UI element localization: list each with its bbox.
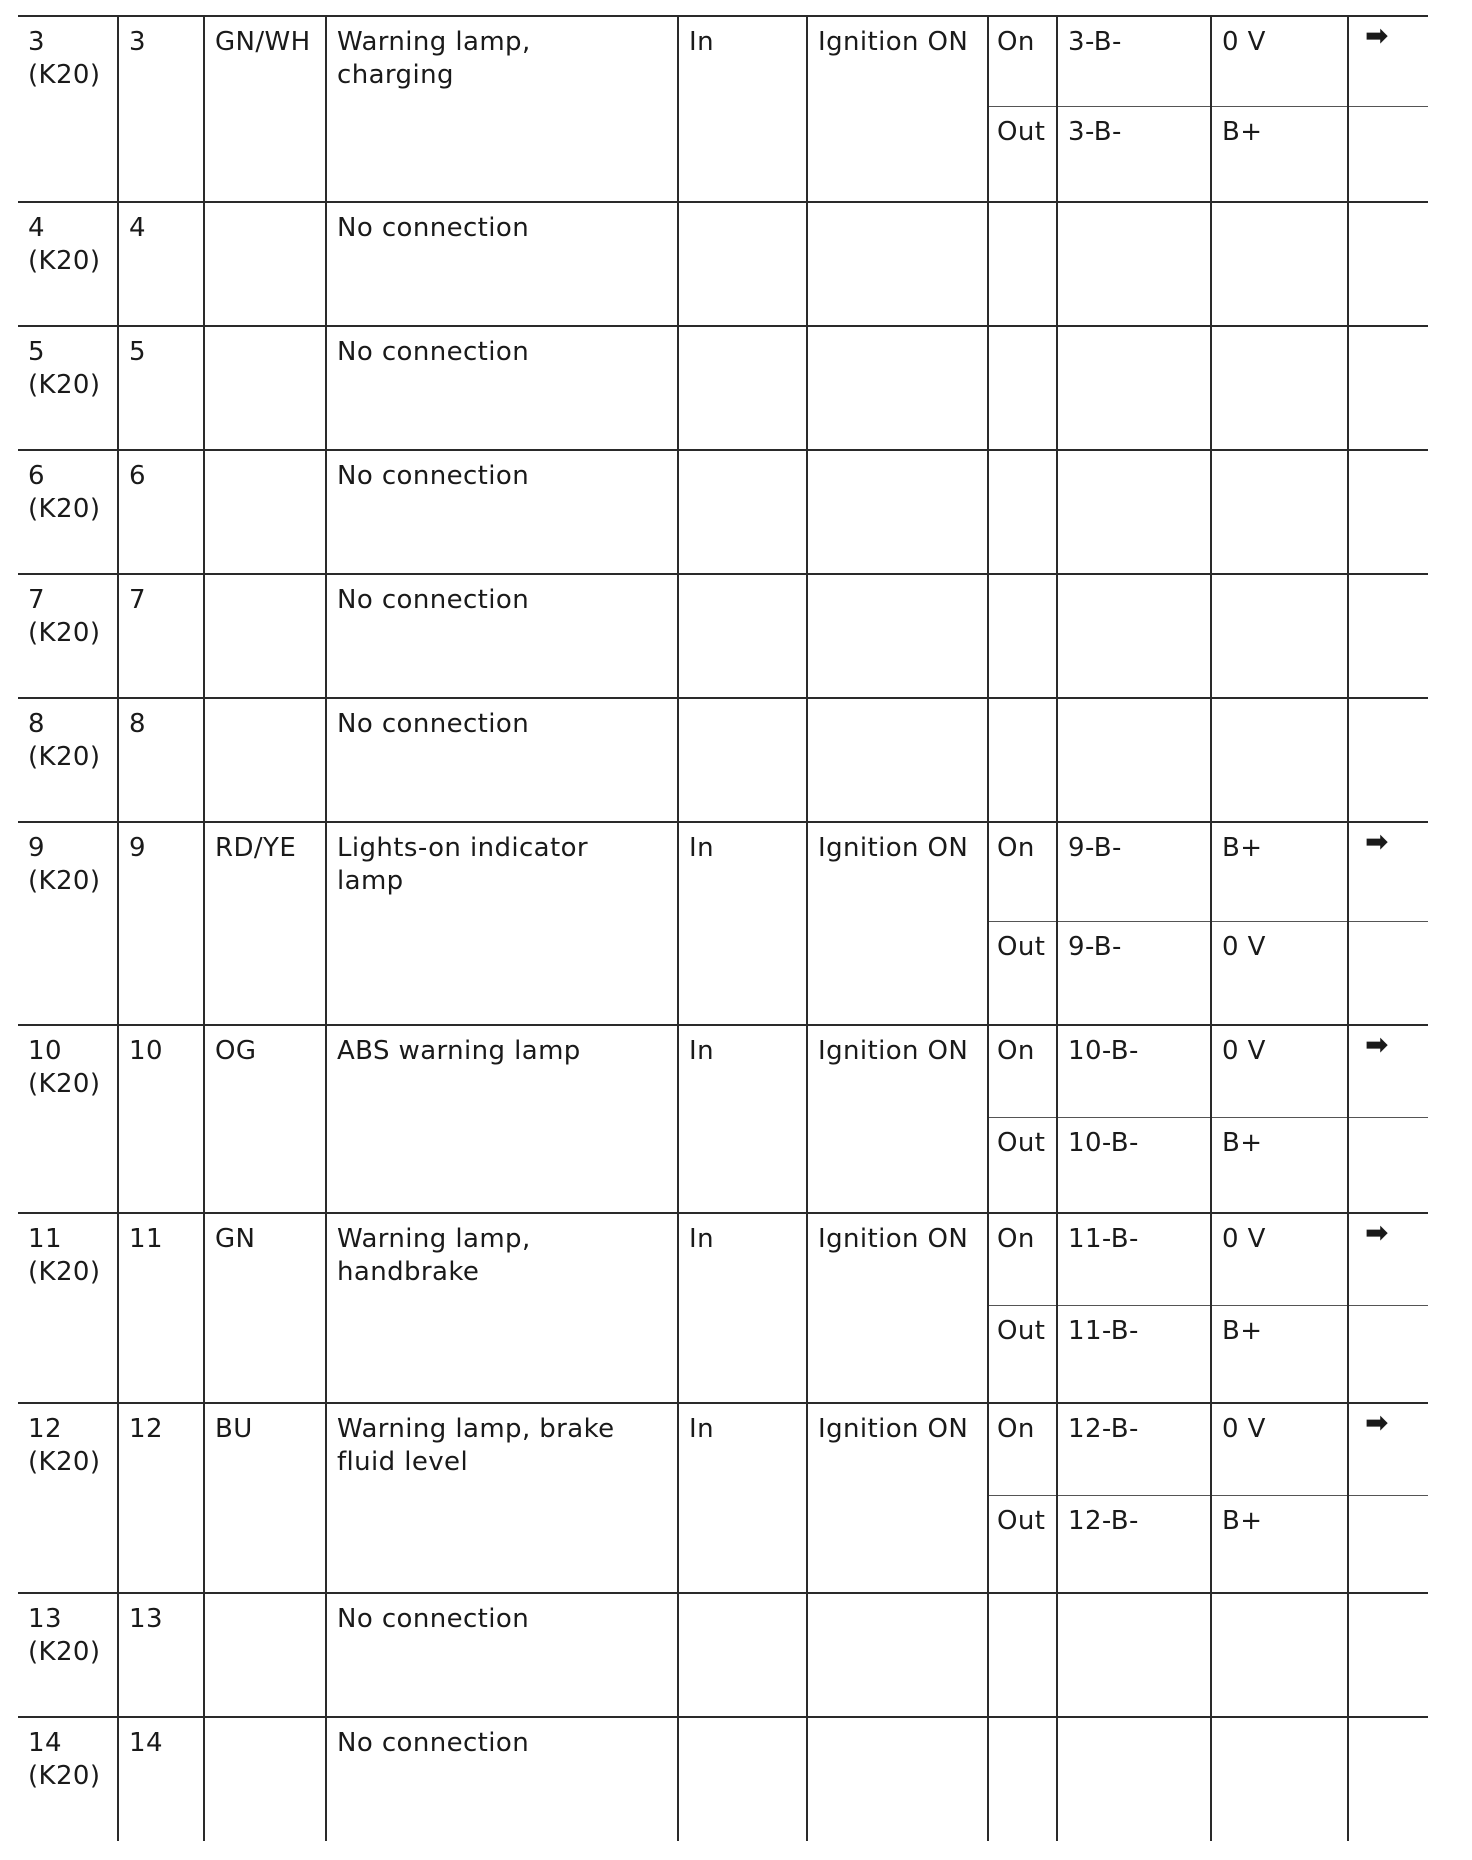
ecu-pin-cell: [18, 1025, 118, 1213]
description-cell-text: Warning lamp, brake fluid level: [337, 1414, 615, 1477]
wire-color-cell: [204, 822, 326, 1025]
lamp-state-cell: [988, 326, 1057, 450]
test-condition-cell-text: [808, 699, 987, 708]
signal-direction-cell: [678, 1025, 807, 1213]
test-point-cell-text: 9-B-: [1068, 931, 1122, 962]
test-point-cell: [1057, 1305, 1211, 1403]
test-point-cell: [1057, 202, 1211, 326]
right-arrow-icon: ➡: [1365, 1028, 1389, 1061]
signal-direction-cell: [678, 698, 807, 822]
expected-value-cell-text: 0 V: [1222, 1414, 1266, 1444]
description-cell: [326, 1403, 678, 1593]
signal-direction-cell: [678, 574, 807, 698]
connector-pin-cell: [118, 698, 204, 822]
test-point-cell: [1057, 1717, 1211, 1841]
right-arrow-icon: ➡: [1365, 1216, 1389, 1249]
connector-pin-cell: [118, 1593, 204, 1717]
test-point-cell: [1057, 574, 1211, 698]
lamp-state-cell: [988, 698, 1057, 822]
table-row: [18, 1025, 1428, 1117]
test-point-cell: [1057, 1117, 1211, 1213]
lamp-state-cell: [988, 202, 1057, 326]
test-condition-cell-text: Ignition ON: [818, 1414, 969, 1444]
test-condition-cell: [807, 326, 988, 450]
test-condition-cell-text: [808, 1594, 987, 1603]
signal-direction-cell-text: [679, 1594, 806, 1603]
description-cell: [326, 202, 678, 326]
expected-value-cell: [1211, 326, 1348, 450]
test-condition-cell: [807, 16, 988, 202]
description-cell-text: No connection: [337, 1604, 530, 1634]
description-cell-text: No connection: [337, 213, 530, 243]
test-point-cell: [1057, 921, 1211, 1025]
lamp-state-cell-text: On: [997, 1414, 1035, 1444]
ecu-pin-cell-text: 13 (K20): [28, 1604, 101, 1667]
connector-pin-cell-text: 4: [129, 213, 146, 243]
ecu-pin-cell-text: 6 (K20): [28, 461, 101, 524]
expected-value-cell-text: 0 V: [1222, 931, 1266, 962]
expected-value-cell: [1211, 1403, 1348, 1495]
wire-color-cell-text: [205, 1594, 325, 1603]
signal-direction-cell-text: [679, 1718, 806, 1727]
connector-pin-cell: [118, 1717, 204, 1841]
test-point-cell: [1057, 822, 1211, 921]
connector-pin-cell-text: 13: [129, 1604, 163, 1634]
description-cell: [326, 1593, 678, 1717]
expected-value-cell: [1211, 822, 1348, 921]
connector-pin-cell-text: 8: [129, 709, 146, 739]
arrow-cell: [1348, 1305, 1428, 1403]
right-arrow-icon: ➡: [1365, 825, 1389, 858]
table-row: [18, 822, 1428, 921]
connector-pin-cell: [118, 1403, 204, 1593]
test-point-cell: [1057, 326, 1211, 450]
expected-value-cell: [1211, 106, 1348, 202]
connector-pin-cell-text: 7: [129, 585, 146, 615]
arrow-cell: [1348, 1717, 1428, 1841]
connector-pin-cell-text: 12: [129, 1414, 163, 1444]
ecu-pin-cell-text: 10 (K20): [28, 1036, 101, 1099]
arrow-cell: [1348, 1593, 1428, 1717]
table-row: [18, 1717, 1428, 1841]
lamp-state-cell: [988, 1213, 1057, 1305]
description-cell-text: ABS warning lamp: [337, 1036, 581, 1066]
signal-direction-cell-text: [679, 327, 806, 336]
expected-value-cell-text: B+: [1222, 1315, 1263, 1346]
description-cell-text: No connection: [337, 709, 530, 739]
connector-pin-cell-text: 5: [129, 337, 146, 367]
connector-pin-cell: [118, 450, 204, 574]
wire-color-cell-text: GN: [215, 1224, 256, 1254]
connector-pin-cell: [118, 326, 204, 450]
table-row: [18, 326, 1428, 450]
expected-value-cell: [1211, 1495, 1348, 1593]
right-arrow-icon: ➡: [1365, 1406, 1389, 1439]
right-arrow-icon: ➡: [1365, 19, 1389, 52]
test-point-cell: [1057, 1403, 1211, 1495]
right-arrow-icon: [1349, 922, 1428, 927]
test-point-cell: [1057, 106, 1211, 202]
table-row: [18, 1213, 1428, 1305]
wire-color-cell-text: [205, 1718, 325, 1727]
connector-pin-cell: [118, 1025, 204, 1213]
signal-direction-cell: [678, 326, 807, 450]
table-body: [18, 16, 1428, 1841]
expected-value-cell: [1211, 1117, 1348, 1213]
test-condition-cell: [807, 698, 988, 822]
ecu-pin-cell: [18, 16, 118, 202]
lamp-state-cell: [988, 16, 1057, 106]
wire-color-cell: [204, 1403, 326, 1593]
test-condition-cell-text: Ignition ON: [818, 833, 969, 863]
table-row: [18, 450, 1428, 574]
test-point-cell-text: 10-B-: [1068, 1036, 1139, 1066]
expected-value-cell: [1211, 16, 1348, 106]
expected-value-cell-text: 0 V: [1222, 27, 1266, 57]
test-condition-cell: [807, 1025, 988, 1213]
test-condition-cell: [807, 822, 988, 1025]
test-point-cell-text: 11-B-: [1068, 1315, 1139, 1346]
arrow-cell: [1348, 106, 1428, 202]
lamp-state-cell: [988, 1593, 1057, 1717]
connector-pin-cell: [118, 16, 204, 202]
lamp-state-cell: [988, 1305, 1057, 1403]
lamp-state-cell-text: On: [997, 1036, 1035, 1066]
test-condition-cell: [807, 1403, 988, 1593]
test-condition-cell: [807, 202, 988, 326]
arrow-cell: [1348, 1025, 1428, 1117]
lamp-state-cell: [988, 106, 1057, 202]
wire-color-cell-text: GN/WH: [215, 27, 311, 57]
connector-pin-cell-text: 6: [129, 461, 146, 491]
wire-color-cell: [204, 1213, 326, 1403]
table-row: [18, 1403, 1428, 1495]
wire-color-cell: [204, 202, 326, 326]
ecu-pin-cell-text: 14 (K20): [28, 1728, 101, 1791]
right-arrow-icon: [1349, 1306, 1428, 1311]
expected-value-cell-text: B+: [1222, 1505, 1263, 1536]
ecu-pin-cell: [18, 1593, 118, 1717]
test-point-cell-text: 12-B-: [1068, 1414, 1139, 1444]
description-cell-text: No connection: [337, 585, 530, 615]
test-point-cell-text: 9-B-: [1068, 833, 1122, 863]
right-arrow-icon: [1349, 107, 1428, 112]
ecu-pin-cell-text: 12 (K20): [28, 1414, 101, 1477]
lamp-state-cell-text: Out: [997, 1505, 1046, 1536]
test-condition-cell: [807, 1717, 988, 1841]
description-cell-text: Lights-on indicator lamp: [337, 833, 588, 896]
test-condition-cell: [807, 450, 988, 574]
description-cell-text: No connection: [337, 337, 530, 367]
expected-value-cell-text: 0 V: [1222, 1224, 1266, 1254]
ecu-pin-cell: [18, 326, 118, 450]
wire-color-cell-text: RD/YE: [215, 833, 297, 863]
signal-direction-cell-text: [679, 451, 806, 460]
table-row: [18, 1593, 1428, 1717]
lamp-state-cell-text: Out: [997, 1315, 1046, 1346]
description-cell: [326, 450, 678, 574]
wire-color-cell-text: [205, 699, 325, 708]
wire-color-cell: [204, 1717, 326, 1841]
description-cell: [326, 1717, 678, 1841]
lamp-state-cell: [988, 1495, 1057, 1593]
expected-value-cell: [1211, 574, 1348, 698]
wire-color-cell: [204, 1025, 326, 1213]
connector-pin-cell-text: 11: [129, 1224, 163, 1254]
test-condition-cell-text: Ignition ON: [818, 27, 969, 57]
signal-direction-cell-text: [679, 575, 806, 584]
test-condition-cell-text: [808, 1718, 987, 1727]
wire-color-cell: [204, 1593, 326, 1717]
ecu-pin-cell: [18, 202, 118, 326]
description-cell: [326, 1025, 678, 1213]
ecu-pin-cell: [18, 1213, 118, 1403]
ecu-pin-cell-text: 4 (K20): [28, 213, 101, 276]
signal-direction-cell-text: In: [689, 1224, 714, 1254]
description-cell: [326, 326, 678, 450]
wire-color-cell: [204, 450, 326, 574]
lamp-state-cell: [988, 574, 1057, 698]
ecu-pin-cell: [18, 1403, 118, 1593]
table-row: [18, 698, 1428, 822]
expected-value-cell-text: 0 V: [1222, 1036, 1266, 1066]
ecu-pin-cell: [18, 450, 118, 574]
test-point-cell: [1057, 1593, 1211, 1717]
connector-pin-cell: [118, 574, 204, 698]
ecu-pin-cell: [18, 698, 118, 822]
description-cell: [326, 16, 678, 202]
arrow-cell: [1348, 1213, 1428, 1305]
ecu-pin-cell-text: 11 (K20): [28, 1224, 101, 1287]
signal-direction-cell: [678, 450, 807, 574]
connector-pin-cell: [118, 1213, 204, 1403]
lamp-state-cell-text: Out: [997, 931, 1046, 962]
description-cell-text: No connection: [337, 461, 530, 491]
description-cell-text: Warning lamp, charging: [337, 27, 531, 90]
expected-value-cell: [1211, 1593, 1348, 1717]
expected-value-cell: [1211, 698, 1348, 822]
expected-value-cell: [1211, 1305, 1348, 1403]
test-condition-cell-text: [808, 451, 987, 460]
description-cell-text: No connection: [337, 1728, 530, 1758]
ecu-pin-cell-text: 7 (K20): [28, 585, 101, 648]
ecu-pin-cell: [18, 1717, 118, 1841]
right-arrow-icon: [1349, 1118, 1428, 1123]
test-condition-cell-text: Ignition ON: [818, 1036, 969, 1066]
connector-pin-cell-text: 14: [129, 1728, 163, 1758]
test-condition-cell: [807, 1213, 988, 1403]
table-row: [18, 16, 1428, 106]
signal-direction-cell: [678, 202, 807, 326]
signal-direction-cell: [678, 1593, 807, 1717]
signal-direction-cell-text: In: [689, 1414, 714, 1444]
signal-direction-cell: [678, 16, 807, 202]
wire-color-cell-text: OG: [215, 1036, 257, 1066]
arrow-cell: [1348, 202, 1428, 326]
arrow-cell: [1348, 1403, 1428, 1495]
ecu-pin-cell-text: 8 (K20): [28, 709, 101, 772]
lamp-state-cell: [988, 1117, 1057, 1213]
wire-color-cell-text: BU: [215, 1414, 253, 1444]
signal-direction-cell: [678, 1213, 807, 1403]
connector-pin-cell-text: 9: [129, 833, 146, 863]
test-point-cell-text: 12-B-: [1068, 1505, 1139, 1536]
test-point-cell-text: 10-B-: [1068, 1127, 1139, 1158]
lamp-state-cell-text: On: [997, 1224, 1035, 1254]
lamp-state-cell: [988, 1403, 1057, 1495]
signal-direction-cell-text: In: [689, 833, 714, 863]
ecu-pin-cell-text: 3 (K20): [28, 27, 101, 90]
connector-pin-cell: [118, 822, 204, 1025]
lamp-state-cell: [988, 450, 1057, 574]
expected-value-cell: [1211, 921, 1348, 1025]
connector-pin-cell-text: 3: [129, 27, 146, 57]
connector-pin-cell: [118, 202, 204, 326]
description-cell: [326, 822, 678, 1025]
arrow-cell: [1348, 574, 1428, 698]
wire-color-cell-text: [205, 575, 325, 584]
test-point-cell-text: 3-B-: [1068, 27, 1122, 57]
signal-direction-cell: [678, 1403, 807, 1593]
lamp-state-cell: [988, 1025, 1057, 1117]
signal-direction-cell-text: In: [689, 27, 714, 57]
arrow-cell: [1348, 698, 1428, 822]
signal-direction-cell-text: [679, 699, 806, 708]
expected-value-cell-text: B+: [1222, 1127, 1263, 1158]
test-condition-cell-text: [808, 203, 987, 212]
expected-value-cell-text: B+: [1222, 116, 1263, 147]
arrow-cell: [1348, 1495, 1428, 1593]
test-point-cell: [1057, 450, 1211, 574]
arrow-cell: [1348, 450, 1428, 574]
expected-value-cell: [1211, 1717, 1348, 1841]
arrow-cell: [1348, 1117, 1428, 1213]
right-arrow-icon: [1349, 1496, 1428, 1501]
expected-value-cell: [1211, 202, 1348, 326]
lamp-state-cell-text: Out: [997, 116, 1046, 147]
connector-pin-cell-text: 10: [129, 1036, 163, 1066]
test-point-cell: [1057, 16, 1211, 106]
lamp-state-cell-text: Out: [997, 1127, 1046, 1158]
arrow-cell: [1348, 822, 1428, 921]
test-point-cell: [1057, 698, 1211, 822]
expected-value-cell: [1211, 1025, 1348, 1117]
wire-color-cell-text: [205, 327, 325, 336]
test-point-cell-text: 3-B-: [1068, 116, 1122, 147]
test-condition-cell-text: [808, 327, 987, 336]
expected-value-cell-text: B+: [1222, 833, 1263, 863]
ecu-pin-cell: [18, 822, 118, 1025]
arrow-cell: [1348, 16, 1428, 106]
wire-color-cell-text: [205, 203, 325, 212]
wire-color-cell: [204, 698, 326, 822]
lamp-state-cell: [988, 822, 1057, 921]
arrow-cell: [1348, 921, 1428, 1025]
description-cell-text: Warning lamp, handbrake: [337, 1224, 531, 1287]
test-condition-cell-text: Ignition ON: [818, 1224, 969, 1254]
table-row: [18, 574, 1428, 698]
signal-direction-cell-text: [679, 203, 806, 212]
test-point-cell: [1057, 1495, 1211, 1593]
test-point-cell-text: 11-B-: [1068, 1224, 1139, 1254]
signal-direction-cell: [678, 1717, 807, 1841]
lamp-state-cell: [988, 1717, 1057, 1841]
table-row: [18, 202, 1428, 326]
expected-value-cell: [1211, 450, 1348, 574]
description-cell: [326, 1213, 678, 1403]
signal-direction-cell: [678, 822, 807, 1025]
test-point-cell: [1057, 1213, 1211, 1305]
description-cell: [326, 698, 678, 822]
test-condition-cell-text: [808, 575, 987, 584]
lamp-state-cell-text: On: [997, 27, 1035, 57]
ecu-pin-cell-text: 5 (K20): [28, 337, 101, 400]
arrow-cell: [1348, 326, 1428, 450]
test-condition-cell: [807, 1593, 988, 1717]
description-cell: [326, 574, 678, 698]
pin-assignment-table: [18, 15, 1428, 1841]
expected-value-cell: [1211, 1213, 1348, 1305]
lamp-state-cell: [988, 921, 1057, 1025]
wire-color-cell-text: [205, 451, 325, 460]
ecu-pin-cell-text: 9 (K20): [28, 833, 101, 896]
test-point-cell: [1057, 1025, 1211, 1117]
wire-color-cell: [204, 16, 326, 202]
wire-color-cell: [204, 574, 326, 698]
signal-direction-cell-text: In: [689, 1036, 714, 1066]
ecu-pin-cell: [18, 574, 118, 698]
lamp-state-cell-text: On: [997, 833, 1035, 863]
test-condition-cell: [807, 574, 988, 698]
wire-color-cell: [204, 326, 326, 450]
